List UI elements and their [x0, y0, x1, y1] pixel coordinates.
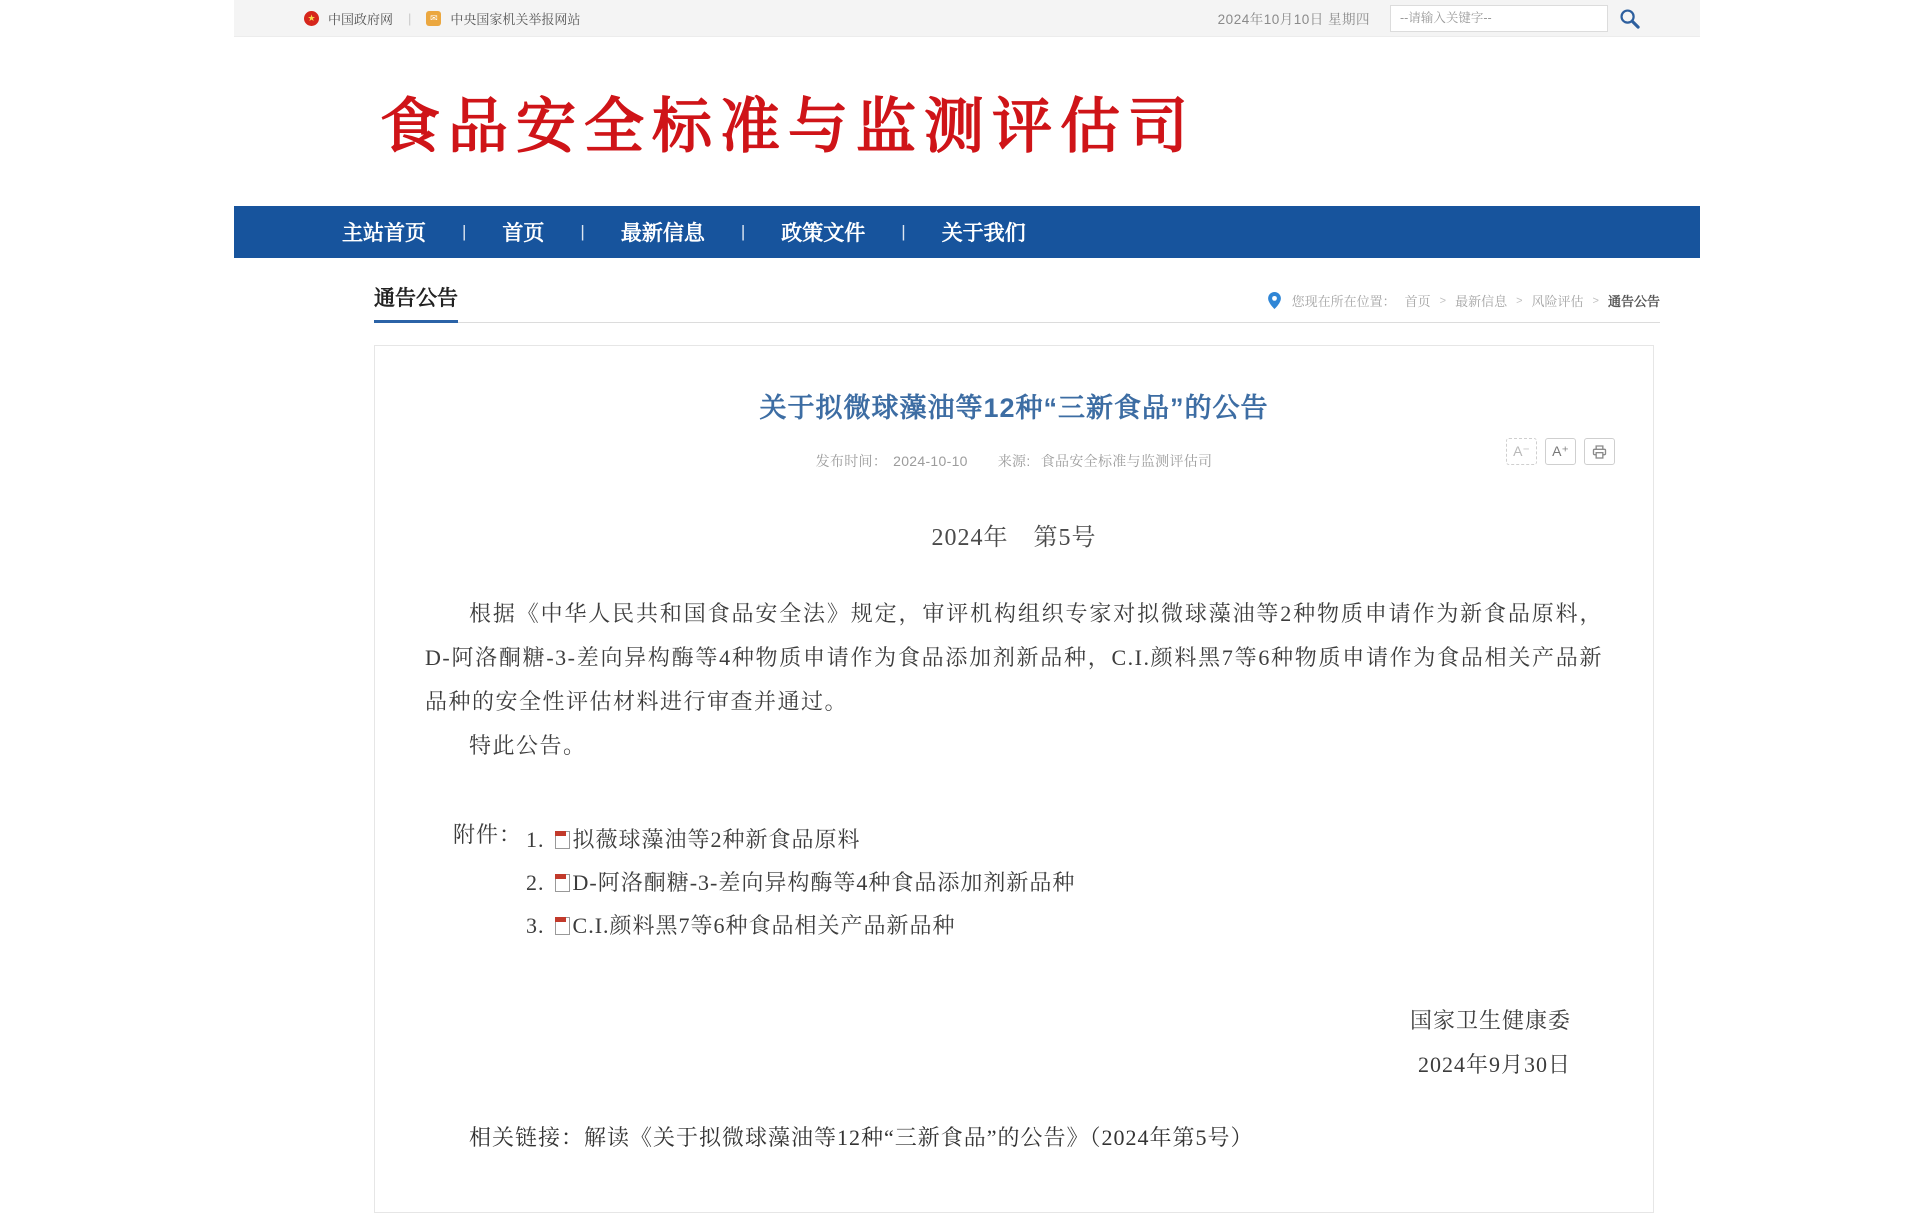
- page-container: [234, 0, 1700, 1213]
- attachment-number: 3.: [526, 913, 545, 938]
- section-header-row: [374, 286, 1660, 323]
- source-label: 来源:: [997, 453, 1031, 469]
- body-paragraph: 特此公告。: [469, 733, 587, 758]
- site-title: 食品安全标准与监测评估司: [380, 92, 1196, 160]
- section-title: 通告公告: [374, 287, 458, 310]
- breadcrumb-separator: >: [1516, 294, 1523, 307]
- nav-item-home[interactable]: 首页: [502, 222, 545, 245]
- attachment-link-3[interactable]: C.I.颜料黑7等6种食品相关产品新品种: [572, 913, 956, 938]
- breadcrumb-item-current: 通告公告: [1607, 294, 1660, 309]
- breadcrumb-item-latest-news[interactable]: 最新信息: [1455, 294, 1508, 309]
- attachment-item: [526, 818, 1603, 861]
- breadcrumb: [1268, 291, 1660, 312]
- location-pin-icon: [1268, 292, 1281, 309]
- search-icon: [1618, 7, 1641, 30]
- publish-time-label: 发布时间：: [815, 453, 888, 469]
- document-number: 2024年 第5号: [931, 525, 1097, 551]
- site-header: [234, 37, 1700, 206]
- nav-item-policy-documents[interactable]: 政策文件: [781, 222, 866, 245]
- current-date: 2024年10月10日 星期四: [1217, 12, 1370, 27]
- breadcrumb-prefix: 您现在所在位置：: [1291, 294, 1396, 309]
- signature-block: [425, 999, 1603, 1087]
- attachments-label: 附件：: [453, 822, 523, 847]
- attachments-block: [425, 818, 1603, 947]
- attachment-number: 1.: [526, 827, 545, 852]
- nav-item-main-home[interactable]: 主站首页: [342, 222, 426, 245]
- breadcrumb-item-home[interactable]: 首页: [1404, 294, 1431, 309]
- article-toolbar: [1506, 438, 1615, 465]
- source-name: 食品安全标准与监测评估司: [1040, 453, 1213, 469]
- article-card: [374, 345, 1654, 1213]
- nav-separator: |: [740, 222, 746, 241]
- topbar-links: [304, 9, 580, 28]
- topbar-right: [1218, 5, 1645, 32]
- attachments-list: [526, 818, 1603, 947]
- report-site-icon: [426, 11, 441, 26]
- nav-separator: |: [580, 222, 585, 241]
- gov-emblem-icon: [304, 11, 319, 26]
- body-paragraph: 根据《中华人民共和国食品安全法》规定，审评机构组织专家对拟微球藻油等2种物质申请作为新食品原料，D-阿洛酮糖-3-差向异构酶等4种物质申请作为食品添加剂新品种，C.I.颜料黑7等6种物质申请作为食品相关产品新品种的安全性评估材料进行审查并通过。: [425, 601, 1603, 714]
- attachment-link-2[interactable]: D-阿洛酮糖-3-差向异构酶等4种食品添加剂新品种: [572, 870, 1076, 895]
- report-site-link[interactable]: 中央国家机关举报网站: [450, 11, 581, 27]
- print-button[interactable]: [1584, 438, 1615, 465]
- attachment-link-1[interactable]: 拟薇球藻油等2种新食品原料: [572, 827, 861, 852]
- breadcrumb-separator: >: [1592, 294, 1599, 307]
- signature-date: 2024年9月30日: [1417, 1052, 1571, 1077]
- main-nav: [234, 206, 1700, 258]
- font-decrease-button[interactable]: A⁻: [1506, 438, 1537, 465]
- document-file-icon: [555, 917, 570, 935]
- top-utility-bar: [234, 0, 1700, 37]
- search-input[interactable]: [1390, 5, 1608, 32]
- article-body: [425, 592, 1603, 768]
- search-button[interactable]: [1614, 5, 1645, 32]
- attachment-number: 2.: [526, 870, 545, 895]
- attachment-item: [526, 904, 1603, 947]
- nav-separator: |: [901, 222, 906, 241]
- document-file-icon: [555, 874, 570, 892]
- nav-separator: |: [462, 222, 467, 241]
- nav-item-about-us[interactable]: 关于我们: [941, 222, 1026, 245]
- article-meta: [425, 451, 1603, 471]
- breadcrumb-item-risk-assessment[interactable]: 风险评估: [1531, 294, 1584, 309]
- attachment-item: [526, 861, 1603, 904]
- breadcrumb-separator: >: [1439, 294, 1447, 307]
- related-link[interactable]: 相关链接：解读《关于拟微球藻油等12种“三新食品”的公告》（2024年第5号）: [469, 1125, 1254, 1150]
- signature-org: 国家卫生健康委: [1409, 1008, 1571, 1033]
- search-box: [1390, 5, 1645, 32]
- gov-site-link[interactable]: 中国政府网: [328, 11, 394, 27]
- related-links: [425, 1121, 1603, 1152]
- topbar-divider: |: [408, 10, 412, 26]
- font-increase-button[interactable]: A⁺: [1545, 438, 1576, 465]
- publish-date: 2024-10-10: [893, 453, 968, 469]
- article-title: 关于拟微球藻油等12种“三新食品”的公告: [759, 393, 1269, 423]
- printer-icon: [1591, 444, 1608, 460]
- nav-item-latest-news[interactable]: 最新信息: [620, 222, 705, 245]
- document-file-icon: [555, 831, 570, 849]
